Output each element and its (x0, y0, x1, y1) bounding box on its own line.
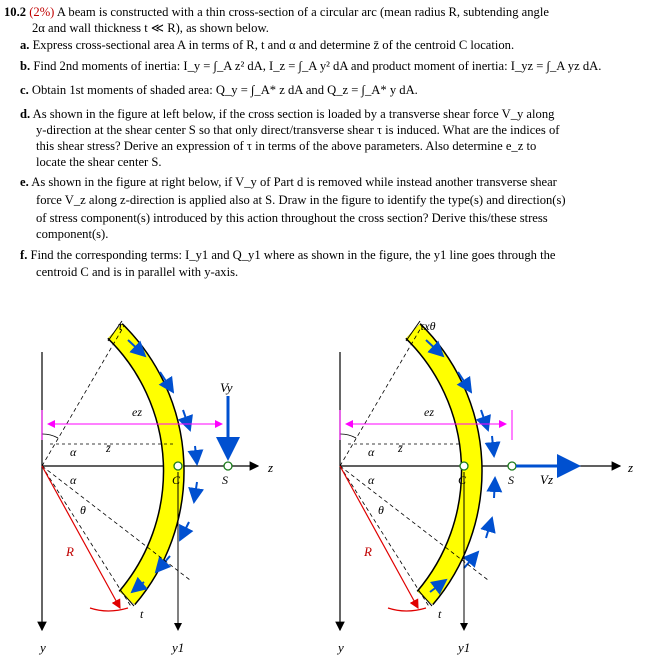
part-c-text: Obtain 1st moments of shaded area: Q_y = ∫_A* z dA and Q_z = ∫_A* y dA. (31, 83, 418, 97)
left-y1-label: y1 (172, 640, 185, 655)
right-radial-top (340, 326, 422, 466)
left-zbar-label: z̄ (106, 441, 111, 455)
part-e-text-1: As shown in the figure at right below, if V_y of Part d is removed while instead another transverse shear (31, 175, 557, 189)
part-d-line-1 (20, 106, 554, 122)
right-z-label: z (628, 460, 634, 475)
right-figure (336, 319, 633, 655)
left-ez-label: ez (132, 405, 142, 419)
right-alpha-arc-top (340, 434, 356, 438)
part-d-line-4: locate the shear center S. (36, 155, 162, 169)
figures (0, 312, 654, 672)
left-centroid-C (174, 462, 182, 470)
left-radius-line (42, 466, 120, 608)
part-f-line-2: centroid C and is in parallel with y-axis. (36, 265, 239, 279)
part-c (20, 82, 418, 98)
right-y-label: y (338, 640, 344, 655)
left-figure (38, 318, 273, 655)
left-theta: θ (80, 503, 86, 517)
right-vz-label: Vz (540, 472, 553, 487)
left-shear-center-S (224, 462, 232, 470)
right-radius-line (340, 466, 418, 608)
problem-header (4, 4, 549, 20)
part-e-line-1 (20, 174, 557, 190)
right-ez-label: ez (424, 405, 434, 419)
right-C-label: C (458, 473, 467, 487)
right-S-label: S (508, 473, 514, 487)
right-R-label: R (364, 544, 372, 559)
left-R-label: R (66, 544, 74, 559)
part-c-label: c. (20, 83, 29, 97)
left-vy-label: Vy (220, 380, 233, 395)
part-d-line-2: y-direction at the shear center S so that only direct/transverse shear τ is induced. What are the indices of (36, 123, 560, 137)
part-e-line-3: of stress component(s) introduced by this action throughout the cross section? Derive this/these stress (36, 211, 548, 225)
left-alpha-bottom: α (70, 473, 77, 487)
right-y1-label: y1 (458, 640, 471, 655)
part-b-label: b. (20, 59, 31, 73)
right-shear-center-S (508, 462, 516, 470)
problem-intro-1: A beam is constructed with a thin cross-section of a circular arc (mean radius R, subtending angle (56, 5, 549, 19)
left-y-label: y (40, 640, 46, 655)
left-radial-top (42, 326, 124, 466)
right-alpha-bottom: α (368, 473, 375, 487)
left-t-label: t (140, 607, 144, 621)
part-d-line-3: this shear stress? Derive an expression of τ in terms of the above parameters. Also determine e_z to (36, 139, 537, 153)
right-t-bracket (388, 608, 426, 611)
part-e-line-4: component(s). (36, 227, 109, 241)
right-theta: θ (378, 503, 384, 517)
part-a (20, 37, 514, 53)
right-alpha-top: α (368, 445, 375, 459)
left-t-bracket (90, 608, 128, 611)
part-f-text-1: Find the corresponding terms: I_y1 and Q_y1 where as shown in the figure, the y1 line goes through the (30, 248, 556, 262)
right-tau-label: τxθ (420, 319, 436, 333)
part-e-label: e. (20, 175, 29, 189)
left-alpha-arc-top (42, 434, 58, 438)
part-f-label: f. (20, 248, 28, 262)
left-z-label: z (268, 460, 274, 475)
right-zbar-label: z̄ (398, 441, 403, 455)
left-C-label: C (172, 473, 181, 487)
left-alpha-top: α (70, 445, 77, 459)
part-b-text: Find 2nd moments of inertia: I_y = ∫_A z² dA, I_z = ∫_A y² dA and product moment of inertia: I_yz = ∫_A yz dA. (33, 59, 602, 73)
problem-weight: (2%) (29, 5, 55, 19)
part-d-label: d. (20, 107, 31, 121)
part-e-line-2: force V_z along z-direction is applied also at S. Draw in the figure to identify the type(s) and direction(s) (36, 193, 566, 207)
problem-number: 10.2 (4, 5, 27, 19)
left-tau-label: τ (118, 318, 123, 333)
part-d-text-1: As shown in the figure at left below, if the cross section is loaded by a transverse shear force V_y along (32, 107, 555, 121)
left-radial-bottom (42, 466, 132, 608)
part-b (20, 58, 601, 74)
right-t-label: t (438, 607, 442, 621)
left-S-label: S (222, 473, 228, 487)
part-f-line-1 (20, 247, 555, 263)
part-a-text: Express cross-sectional area A in terms of R, t and α and determine z̄ of the centroid C location. (32, 38, 515, 52)
right-radial-bottom (340, 466, 430, 608)
problem-intro-2: 2α and wall thickness t ≪ R), as shown below. (32, 21, 269, 35)
part-a-label: a. (20, 38, 30, 52)
right-centroid-C (460, 462, 468, 470)
